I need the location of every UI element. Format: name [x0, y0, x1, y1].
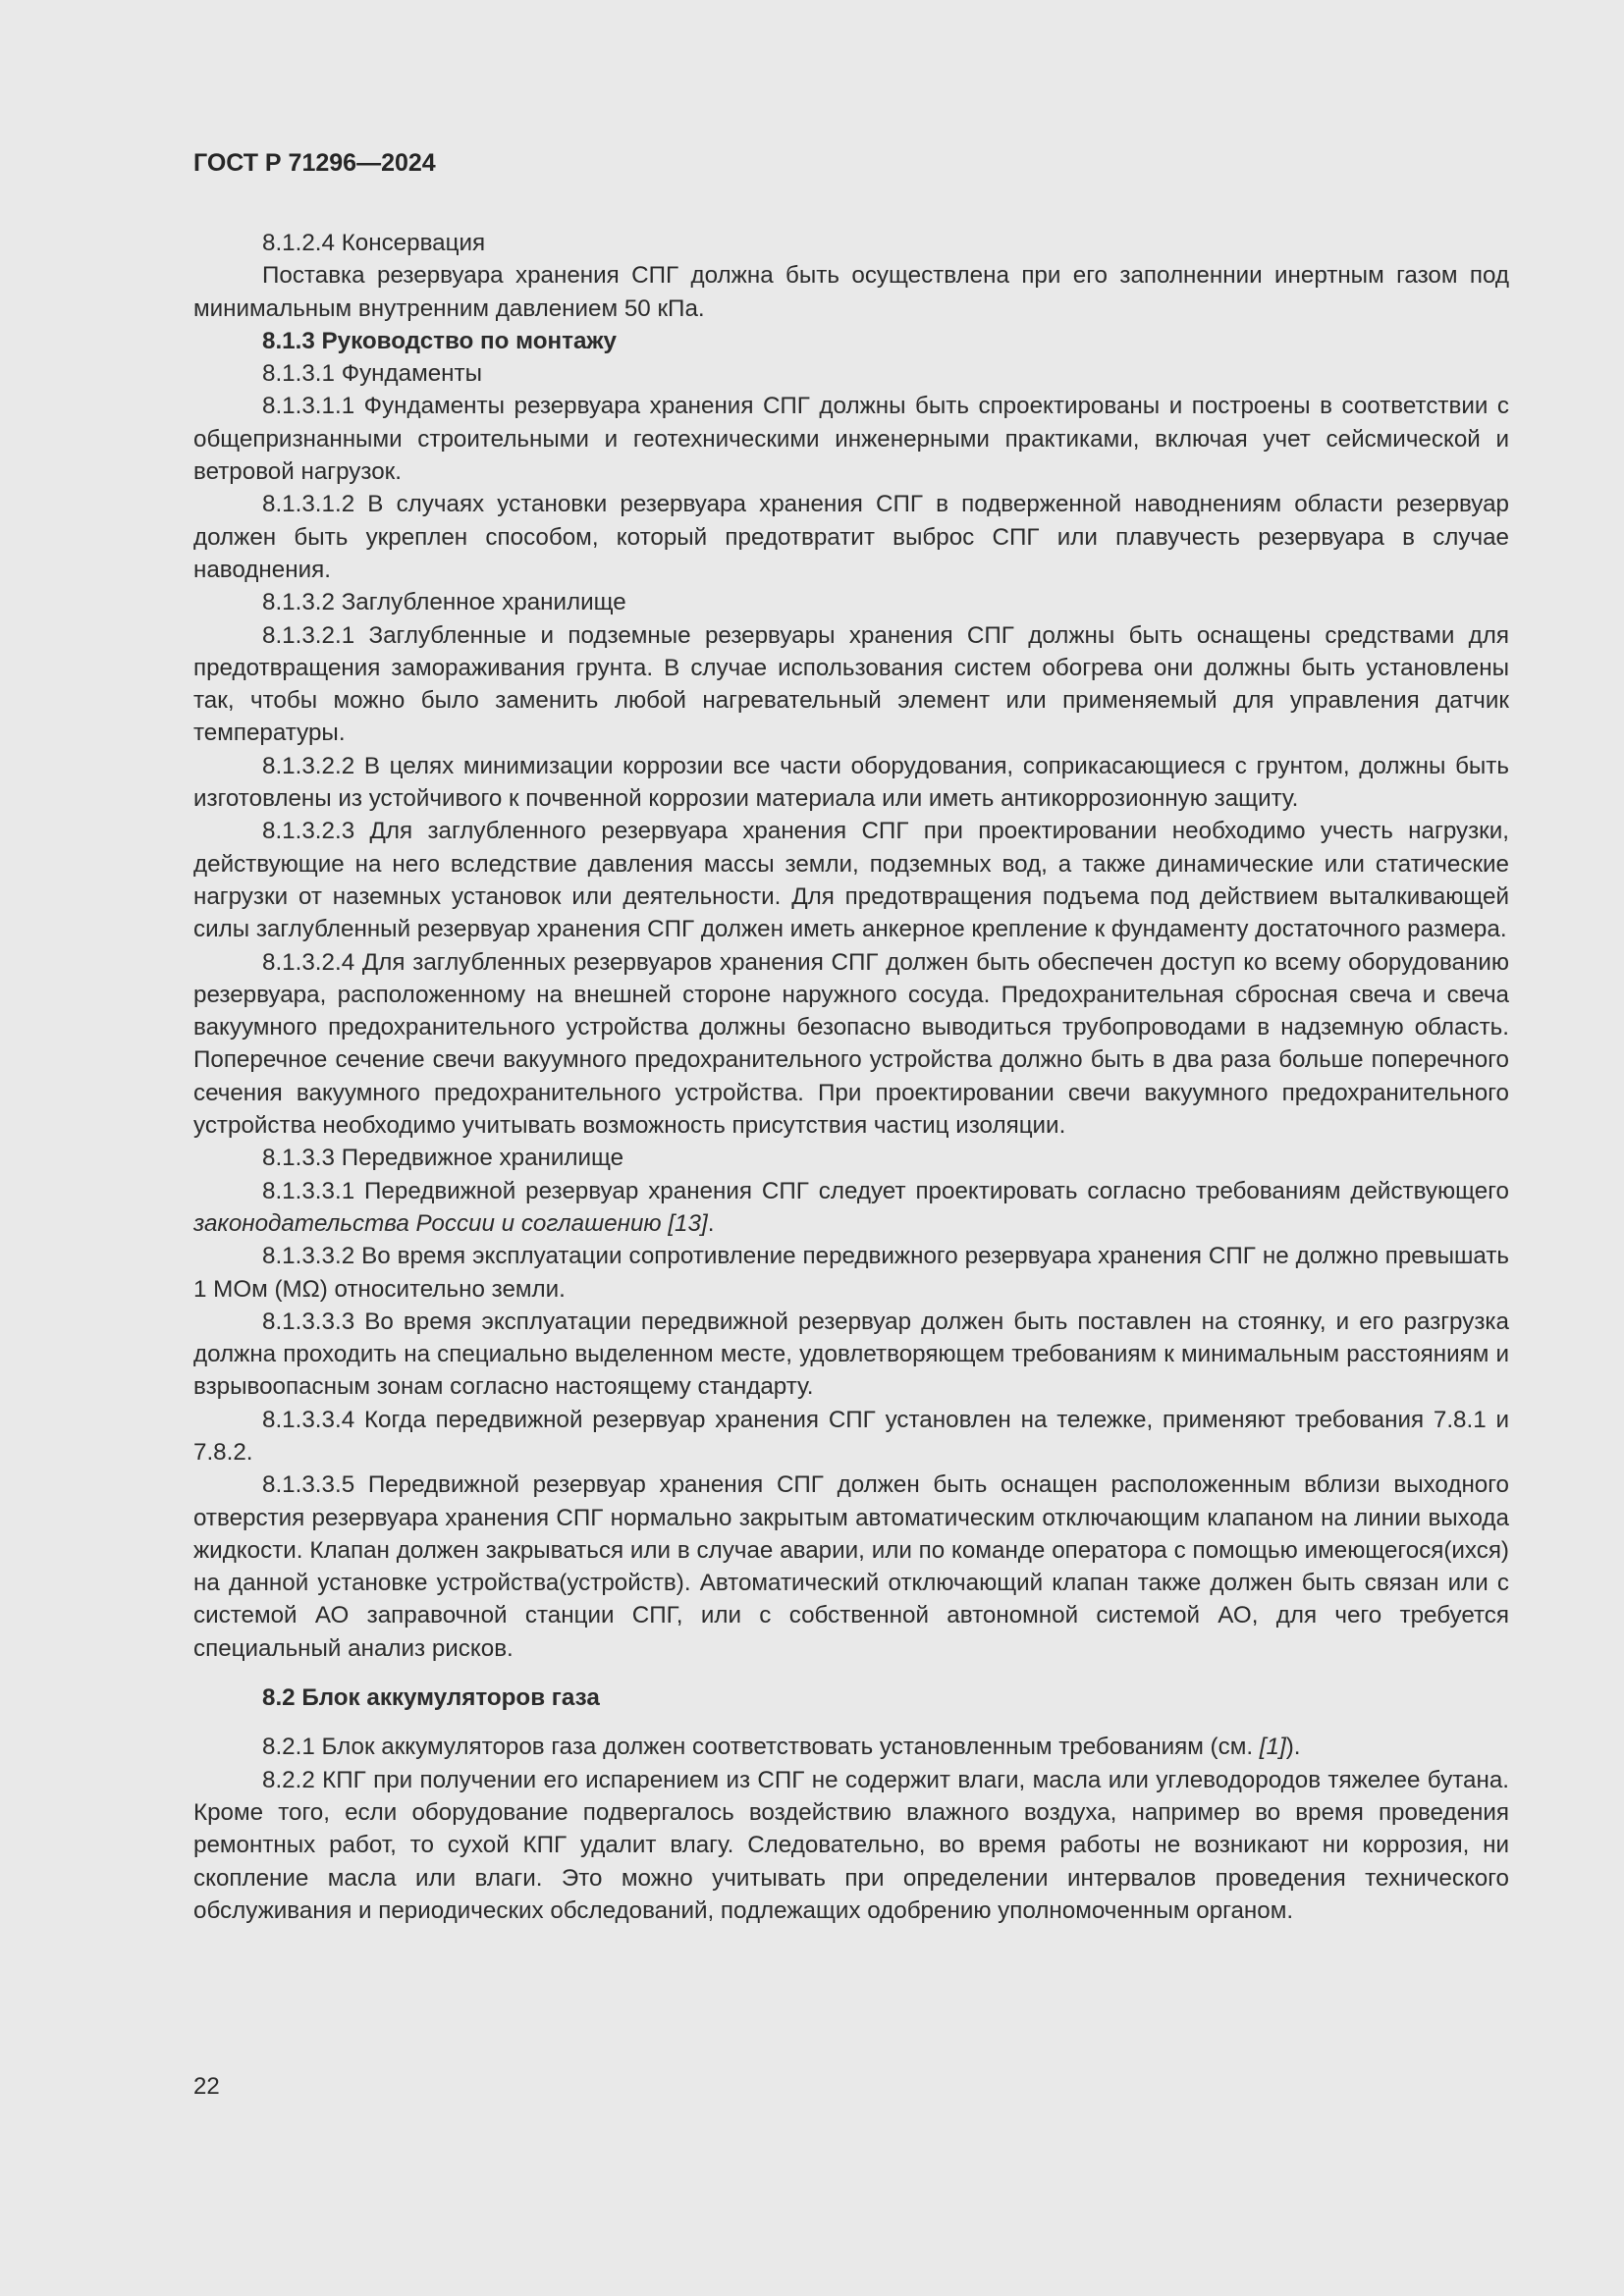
paragraph: 8.1.3.1.2 В случаях установки резервуара хранения СПГ в подверженной наводнениям области резервуар должен быть укреплен способом, который предотвратит выброс СПГ или плавучесть резервуара в случае наводнения. — [193, 491, 1509, 583]
page-number: 22 — [193, 2073, 220, 2100]
paragraph: 8.1.3.2.2 В целях минимизации коррозии все части оборудования, соприкасающиеся с грунтом, должны быть изготовлены из устойчивого к почвенной коррозии материала или иметь антикоррозионную защиту. — [193, 752, 1509, 813]
paragraph-text: . — [707, 1209, 715, 1237]
document-id-header: ГОСТ Р 71296—2024 — [193, 149, 436, 177]
paragraph: Поставка резервуара хранения СПГ должна быть осуществлена при его заполненнии инертным газом под минимальным внутренним давлением 50 кПа. — [193, 262, 1509, 322]
paragraph: 8.1.3.2.3 Для заглубленного резервуара хранения СПГ при проектировании необходимо учесть нагрузки, действующие на него вследствие давления массы земли, подземных вод, а также динамические или статические нагрузки от наземных установок или деятельности. Для предотвращения подъема под действием выталкивающей силы заглубленный резервуар хранения СПГ должен иметь анкерное крепление к фундаменту достаточного размера. — [193, 818, 1509, 943]
clause-8-1-3-1-title: 8.1.3.1 Фундаменты — [262, 360, 482, 388]
paragraph: 8.1.3.3.2 Во время эксплуатации сопротивление передвижного резервуара хранения СПГ не должно превышать 1 МОм (MΩ) относительно земли. — [193, 1243, 1509, 1303]
bibliography-reference: [1] — [1259, 1734, 1286, 1761]
paragraph: 8.1.3.2.1 Заглубленные и подземные резервуары хранения СПГ должны быть оснащены средствами для предотвращения замораживания грунта. В случае использования систем обогрева они должны быть установлены так, чтобы можно было заменить любой нагревательный элемент или применяемый для управления датчик температуры. — [193, 621, 1509, 747]
section-heading-8-2: 8.2 Блок аккумуляторов газа — [262, 1684, 600, 1712]
document-body — [193, 227, 1509, 1927]
paragraph: 8.1.3.2.4 Для заглубленных резервуаров хранения СПГ должен быть обеспечен доступ ко всему оборудованию резервуара, расположенному на внешней стороне наружного сосуда. Предохранительная сбросная свеча и свеча вакуумного предохранительного устройства должны безопасно выводиться трубопроводами в надземную область. Поперечное сечение свечи вакуумного предохранительного устройства должно быть в два раза больше поперечного сечения вакуумного предохранительного устройства. При проектировании свечи вакуумного предохранительного устройства необходимо учитывать возможность присутствия частиц изоляции. — [193, 948, 1509, 1140]
paragraph: 8.2.2 КПГ при получении его испарением из СПГ не содержит влаги, масла или углеводородов тяжелее бутана. Кроме того, если оборудование подвергалось воздействию влажного воздуха, например во время проведения ремонтных работ, то сухой КПГ удалит влагу. Следовательно, во время работы не возникают ни коррозия, ни скопление масла или влаги. Это можно учитывать при определении интервалов проведения технического обслуживания и периодических обследований, подлежащих одобрению уполномоченным органом. — [193, 1766, 1509, 1924]
paragraph: 8.1.3.1.1 Фундаменты резервуара хранения СПГ должны быть спроектированы и построены в соответствии с общепризнанными строительными и геотехническими инженерными практиками, включая учет сейсмической и ветровой нагрузок. — [193, 393, 1509, 486]
paragraph: 8.1.3.3.3 Во время эксплуатации передвижной резервуар должен быть поставлен на стоянку, и его разгрузка должна проходить на специально выделенном месте, удовлетворяющем требованиям к минимальным расстояниям и взрывоопасным зонам согласно настоящему стандарту. — [193, 1308, 1509, 1401]
paragraph — [193, 1731, 1509, 1763]
section-heading-8-1-3: 8.1.3 Руководство по монтажу — [262, 327, 618, 354]
paragraph-text: ). — [1285, 1734, 1301, 1761]
paragraph — [193, 1175, 1509, 1241]
legal-reference: законодательства России и соглашению [13] — [193, 1209, 708, 1237]
clause-8-1-3-3-title: 8.1.3.3 Передвижное хранилище — [262, 1145, 624, 1172]
paragraph: 8.1.3.3.4 Когда передвижной резервуар хранения СПГ установлен на тележке, применяют требования 7.8.1 и 7.8.2. — [193, 1406, 1509, 1466]
clause-8-1-3-2-title: 8.1.3.2 Заглубленное хранилище — [262, 589, 626, 616]
paragraph-text: 8.2.1 Блок аккумуляторов газа должен соответствовать установленным требованиям (см. — [262, 1734, 1260, 1761]
paragraph: 8.1.3.3.5 Передвижной резервуар хранения СПГ должен быть оснащен расположенным вблизи выходного отверстия резервуара хранения СПГ нормально закрытым автоматическим отключающим клапаном на линии выхода жидкости. Клапан должен закрываться или в случае аварии, или по команде оператора с помощью имеющегося(ихся) на данной установке устройства(устройств). Автоматический отключающий клапан также должен быть связан или с системой АО заправочной станции СПГ, или с собственной автономной системой АО, для чего требуется специальный анализ рисков. — [193, 1471, 1509, 1662]
clause-8-1-2-4-title: 8.1.2.4 Консервация — [262, 230, 486, 256]
paragraph-text: 8.1.3.3.1 Передвижной резервуар хранения СПГ следует проектировать согласно требованиям действующего — [262, 1177, 1509, 1204]
